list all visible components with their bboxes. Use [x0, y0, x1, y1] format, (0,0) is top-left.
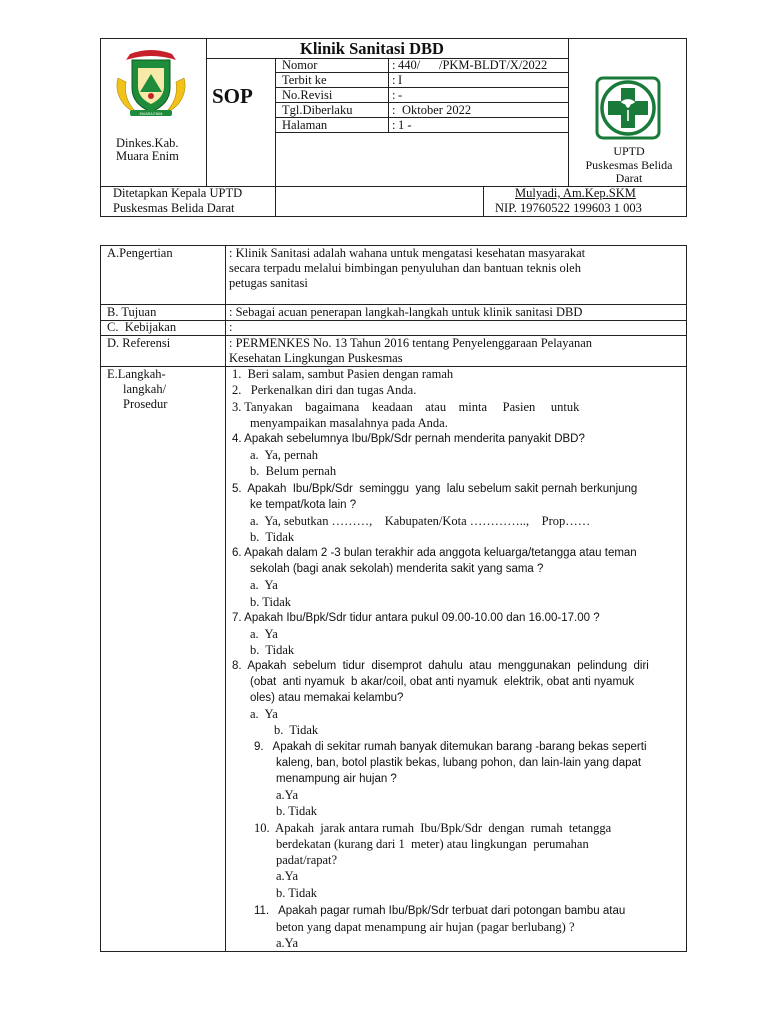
document-title: Klinik Sanitasi DBD — [300, 39, 444, 58]
referensi-text-2: Kesehatan Lingkungan Puskesmas — [229, 351, 403, 365]
step-10-line-3: padat/rapat? — [276, 853, 338, 867]
kebijakan-label: C. Kebijakan — [107, 320, 177, 334]
muara-enim-emblem-icon — [112, 48, 190, 118]
uptd-line-3: Darat — [615, 171, 643, 185]
step-6-line-1: 6. Apakah dalam 2 -3 bulan terakhir ada anggota keluarga/tetangga atau teman — [232, 547, 637, 559]
step-8-b: b. Tidak — [274, 723, 319, 737]
meta-label-halaman: Halaman — [282, 118, 328, 132]
meta-value-revisi: - — [398, 88, 403, 102]
meta-value-tgl: Oktober 2022 — [402, 103, 472, 117]
step-8-line-3: oles) atau memakai kelambu? — [250, 692, 404, 704]
langkah-label-2: langkah/ — [123, 382, 167, 396]
signer-nip: NIP. 19760522 199603 1 003 — [495, 201, 642, 215]
meta-label-terbit: Terbit ke — [282, 73, 327, 87]
svg-text:MUARA ENIM: MUARA ENIM — [139, 112, 163, 116]
step-4: 4. Apakah sebelumnya Ibu/Bpk/Sdr pernah menderita panyakit DBD? — [232, 433, 585, 445]
step-3-line-2: menyampaikan masalahnya pada Anda. — [250, 416, 448, 430]
pengertian-text-2: secara terpadu melalui bimbingan penyuluhan dan bantuan teknis oleh — [229, 261, 581, 275]
step-2: 2. Perkenalkan diri dan tugas Anda. — [232, 383, 417, 397]
meta-sep-revisi: : — [392, 88, 396, 102]
meta-sep-nomor: : — [392, 58, 396, 72]
step-7-a: a. Ya — [250, 627, 278, 641]
tujuan-text: : Sebagai acuan penerapan langkah-langkah untuk klinik sanitasi DBD — [229, 305, 583, 319]
step-6-b: b. Tidak — [250, 595, 291, 609]
pengertian-label: A.Pengertian — [107, 246, 173, 260]
step-9-line-3: menampung air hujan ? — [276, 773, 397, 785]
step-10-b: b. Tidak — [276, 886, 317, 900]
pengertian-text-3: petugas sanitasi — [229, 276, 308, 290]
tujuan-label: B. Tujuan — [107, 305, 157, 319]
step-7-b: b. Tidak — [250, 643, 295, 657]
signer-name: Mulyadi, Am.Kep.SKM — [515, 186, 636, 200]
dinkes-line-1: Dinkes.Kab. — [116, 136, 179, 150]
dinkes-line-2: Muara Enim — [116, 149, 179, 163]
meta-label-tgl: Tgl.Diberlaku — [282, 103, 353, 117]
step-9-line-1: 9. Apakah di sekitar rumah banyak ditemukan barang -barang bekas seperti — [254, 741, 647, 753]
step-8-a: a. Ya — [250, 707, 278, 721]
pengertian-text-1: : Klinik Sanitasi adalah wahana untuk mengatasi kesehatan masyarakat — [229, 246, 586, 260]
meta-sep-terbit: : — [392, 73, 396, 87]
meta-value-nomor: 440/ /PKM-BLDT/X/2022 — [398, 58, 548, 72]
referensi-label: D. Referensi — [107, 336, 171, 350]
langkah-label-3: Prosedur — [123, 397, 168, 411]
kebijakan-text: : — [229, 320, 233, 334]
step-9-b: b. Tidak — [276, 804, 317, 818]
puskesmas-logo-icon — [595, 76, 661, 140]
step-11-line-1: 11. Apakah pagar rumah Ibu/Bpk/Sdr terbuat dari potongan bambu atau — [254, 905, 626, 917]
sop-label: SOP — [212, 84, 253, 108]
step-10-line-2: berdekatan (kurang dari 1 meter) atau lingkungan perumahan — [276, 837, 589, 851]
meta-value-terbit: I — [398, 73, 403, 87]
step-5-line-2: ke tempat/kota lain ? — [250, 499, 357, 511]
uptd-line-1: UPTD — [613, 144, 645, 158]
step-9-line-2: kaleng, ban, botol plastik bekas, lubang pohon, dan lain-lain yang dapat — [276, 757, 642, 769]
referensi-text-1: : PERMENKES No. 13 Tahun 2016 tentang Penyelenggaraan Pelayanan — [229, 336, 593, 350]
step-10-line-1: 10. Apakah jarak antara rumah Ibu/Bpk/Sdr dengan rumah tetangga — [254, 821, 612, 835]
step-5-a: a. Ya, sebutkan ………, Kabupaten/Kota ………….., Prop…… — [250, 514, 591, 528]
meta-sep-halaman: : — [392, 118, 396, 132]
ditetapkan-line-1: Ditetapkan Kepala UPTD — [113, 186, 243, 200]
step-3-line-1: 3. Tanyakan bagaimana keadaan atau minta Pasien untuk — [232, 400, 580, 414]
step-4-b: b. Belum pernah — [250, 464, 337, 478]
step-5-line-1: 5. Apakah Ibu/Bpk/Sdr seminggu yang lalu sebelum sakit pernah berkunjung — [232, 483, 638, 495]
step-8-line-2: (obat anti nyamuk b akar/coil, obat anti nyamuk elektrik, obat anti nyamuk — [250, 676, 635, 688]
meta-sep-tgl: : — [392, 103, 396, 117]
meta-label-nomor: Nomor — [282, 58, 318, 72]
step-9-a: a.Ya — [276, 788, 298, 802]
step-5-b: b. Tidak — [250, 530, 295, 544]
step-1: 1. Beri salam, sambut Pasien dengan ramah — [232, 367, 454, 381]
meta-label-revisi: No.Revisi — [282, 88, 333, 102]
step-6-line-2: sekolah (bagi anak sekolah) menderita sakit yang sama ? — [250, 563, 544, 575]
langkah-label-1: E.Langkah- — [107, 367, 166, 381]
uptd-line-2: Puskesmas Belida — [585, 158, 673, 172]
step-7: 7. Apakah Ibu/Bpk/Sdr tidur antara pukul 09.00-10.00 dan 16.00-17.00 ? — [232, 612, 600, 624]
step-11-line-2: beton yang dapat menampung air hujan (pagar berlubang) ? — [276, 920, 575, 934]
step-8-line-1: 8. Apakah sebelum tidur disemprot dahulu atau menggunakan pelindung diri — [232, 660, 649, 672]
step-6-a: a. Ya — [250, 578, 278, 592]
step-4-a: a. Ya, pernah — [250, 448, 319, 462]
step-10-a: a.Ya — [276, 869, 298, 883]
step-11-a: a.Ya — [276, 936, 298, 950]
meta-value-halaman: 1 - — [398, 118, 412, 132]
ditetapkan-line-2: Puskesmas Belida Darat — [113, 201, 235, 215]
